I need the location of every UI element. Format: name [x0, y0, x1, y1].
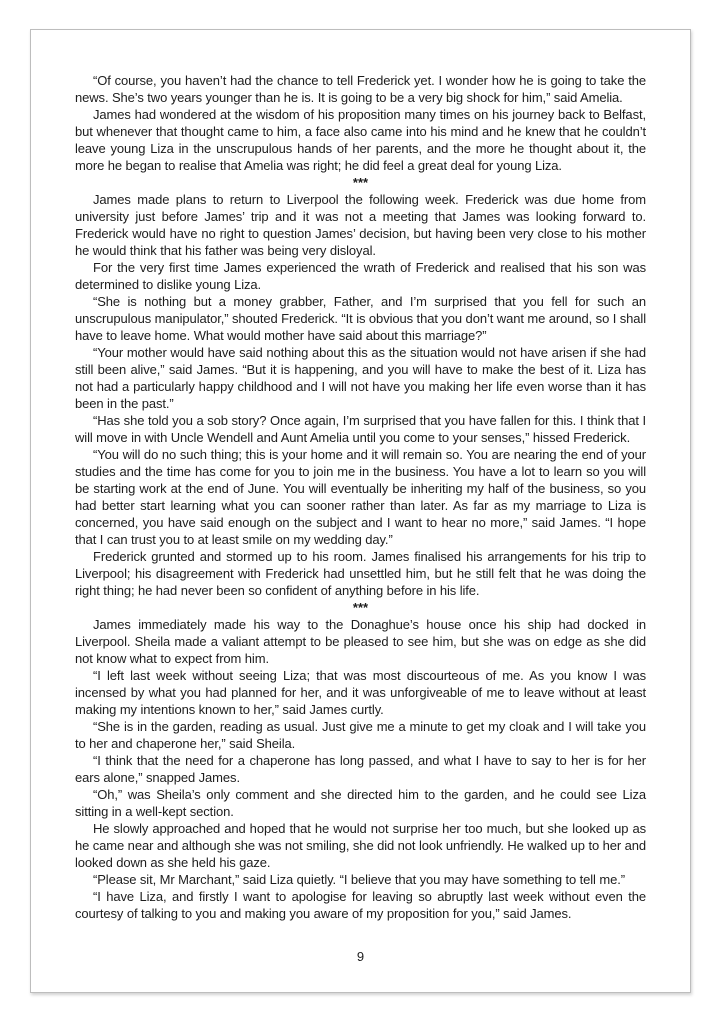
paragraph: “I left last week without seeing Liza; that was most discourteous of me. As you know I was incensed by what you had planned for her, and it was unforgiveable of me to leave without at least making my intentions known to her,” said James curtly. [75, 668, 646, 717]
page-text-content [75, 72, 646, 922]
paragraph: James immediately made his way to the Donaghue’s house once his ship had docked in Liverpool. Sheila made a valiant attempt to be pleased to see him, but she was on edge as she did not know what to expect from him. [75, 617, 646, 666]
book-page [30, 29, 691, 993]
paragraph: “Has she told you a sob story? Once again, I’m surprised that you have fallen for this. I think that I will move in with Uncle Wendell and Aunt Amelia until you come to your senses,” hissed Frederick. [75, 413, 646, 445]
paragraph: “Oh,” was Sheila’s only comment and she directed him to the garden, and he could see Liza sitting in a well-kept section. [75, 787, 646, 819]
paragraph: For the very first time James experienced the wrath of Frederick and realised that his son was determined to dislike young Liza. [75, 260, 646, 292]
paragraph: James had wondered at the wisdom of his proposition many times on his journey back to Belfast, but whenever that thought came to him, a face also came into his mind and he knew that he couldn’t leave young Liza in the unscrupulous hands of her parents, and the more he thought about it, the more he began to realise that Amelia was right; he did feel a great deal for young Liza. [75, 107, 646, 173]
paragraph: “I have Liza, and firstly I want to apologise for leaving so abruptly last week without even the courtesy of talking to you and making you aware of my proposition for you,” said James. [75, 889, 646, 921]
paragraph: “She is nothing but a money grabber, Father, and I’m surprised that you fell for such an unscrupulous manipulator,” shouted Frederick. “It is obvious that you don’t want me around, so I shall have to leave home. What would mother have said about this marriage?” [75, 294, 646, 343]
paragraph: James made plans to return to Liverpool the following week. Frederick was due home from university just before James’ trip and it was not a meeting that James was looking forward to. Frederick would have no right to question James’ decision, but having been very close to his mother he would think that his father was being very disloyal. [75, 192, 646, 258]
paragraph: He slowly approached and hoped that he would not surprise her too much, but she looked up as he came near and although she was not smiling, she did not look unfriendly. He walked up to her and looked down as she held his gaze. [75, 821, 646, 870]
paragraph: “Please sit, Mr Marchant,” said Liza quietly. “I believe that you may have something to tell me.” [93, 872, 625, 887]
section-separator: *** [352, 175, 369, 190]
paragraph: “She is in the garden, reading as usual. Just give me a minute to get my cloak and I will take you to her and chaperone her,” said Sheila. [75, 719, 646, 751]
paragraph: “I think that the need for a chaperone has long passed, and what I have to say to her is for her ears alone,” snapped James. [75, 753, 646, 785]
page-number: 9 [356, 949, 365, 964]
paragraph: “You will do no such thing; this is your home and it will remain so. You are nearing the end of your studies and the time has come for you to join me in the business. You have a lot to learn so you will be starting work at the end of June. You will eventually be inheriting my half of the business, so you had better start learning what you can sooner rather than later. As far as my marriage to Liza is concerned, you have said enough on the subject and I want to hear no more,” said James. “I hope that I can trust you to at least smile on my wedding day.” [75, 447, 646, 547]
paragraph: “Of course, you haven’t had the chance to tell Frederick yet. I wonder how he is going to take the news. She’s two years younger than he is. It is going to be a very big shock for him,” said Amelia. [75, 73, 646, 105]
paragraph: “Your mother would have said nothing about this as the situation would not have arisen if she had still been alive,” said James. “But it is happening, and you will have to make the best of it. Liza has not had a particularly happy childhood and I will not have you making her life even worse than it has been in the past.” [75, 345, 646, 411]
section-separator: *** [352, 600, 369, 615]
paragraph: Frederick grunted and stormed up to his room. James finalised his arrangements for his trip to Liverpool; his disagreement with Frederick had unsettled him, but he still felt that he was doing the right thing; he had never been so confident of anything before in his life. [75, 549, 646, 598]
